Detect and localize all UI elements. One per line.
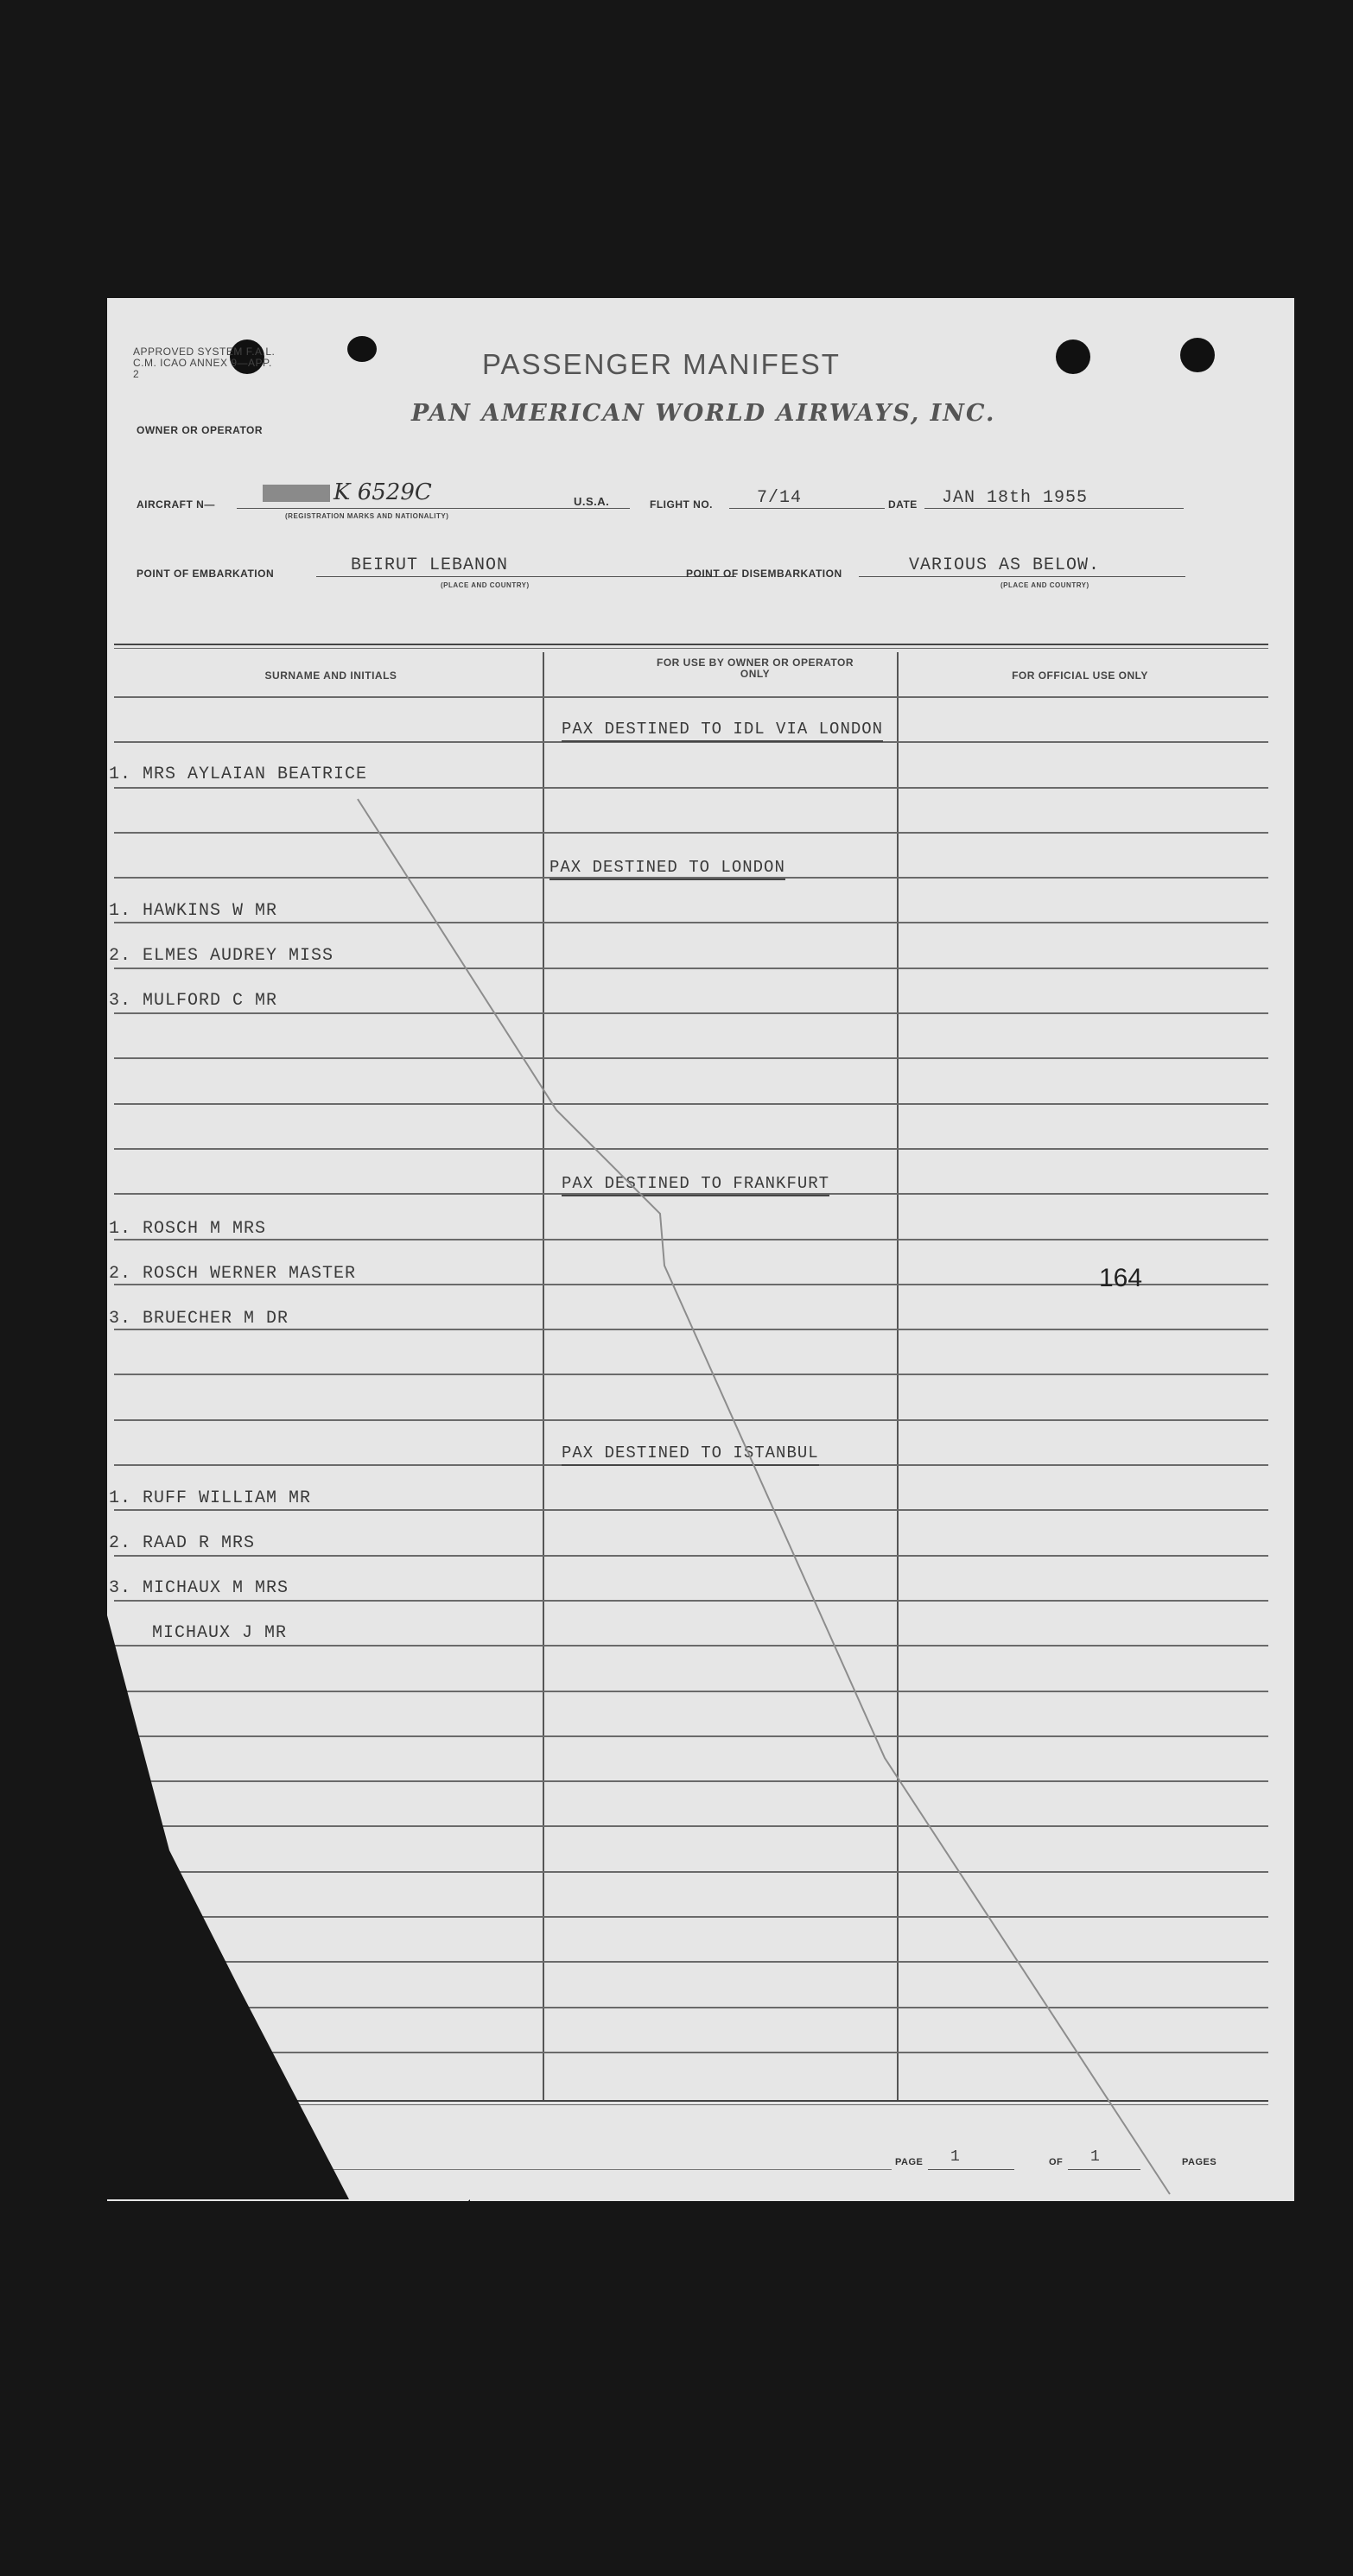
passenger-entry: MICHAUX J MR	[152, 1623, 288, 1643]
page-label: PAGE	[895, 2157, 924, 2167]
owner-value: PAN AMERICAN WORLD AIRWAYS, INC.	[411, 400, 996, 427]
official-mark: 164	[1099, 1264, 1143, 1292]
torn-corner	[107, 1615, 470, 2220]
pages-label: PAGES	[1182, 2157, 1217, 2167]
passenger-entry: 1. ROSCH M MRS	[109, 1219, 267, 1239]
passenger-entry: 2. ELMES AUDREY MISS	[109, 946, 334, 966]
disembarkation-label: POINT OF DISEMBARKATION	[686, 568, 842, 580]
aircraft-label: AIRCRAFT N—	[137, 498, 215, 511]
official-use-column-header: FOR OFFICIAL USE ONLY	[1012, 669, 1148, 682]
section-heading: PAX DESTINED TO ISTANBUL	[562, 1443, 819, 1462]
owner-label: OWNER OR OPERATOR	[137, 424, 264, 436]
passenger-entry: 1. HAWKINS W MR	[109, 901, 278, 921]
place-caption-2: (PLACE AND COUNTRY)	[1000, 581, 1089, 589]
section-heading: PAX DESTINED TO LONDON	[549, 858, 785, 877]
flight-value: 7/14	[757, 488, 803, 508]
passenger-entry: 1. RUFF WILLIAM MR	[109, 1488, 312, 1508]
date-value: JAN 18th 1955	[942, 488, 1089, 508]
passenger-entry: 1. MRS AYLAIAN BEATRICE	[109, 765, 368, 784]
page-value: 1	[950, 2148, 961, 2166]
owner-use-column-header: FOR USE BY OWNER OR OPERATOR ONLY	[656, 657, 854, 680]
section-heading: PAX DESTINED TO IDL VIA LONDON	[562, 720, 883, 739]
form-title: PASSENGER MANIFEST	[482, 348, 841, 380]
passenger-entry: 2. ROSCH WERNER MASTER	[109, 1264, 357, 1284]
approval-note: APPROVED SYSTEM F.A.L. C.M. ICAO ANNEX 9—APP. 2	[133, 346, 276, 380]
embarkation-value: BEIRUT LEBANON	[351, 555, 509, 575]
place-caption: (PLACE AND COUNTRY)	[441, 581, 530, 589]
aircraft-value: K 6529C	[333, 479, 432, 505]
disembarkation-value: VARIOUS AS BELOW.	[909, 555, 1101, 575]
passenger-entry: 2. RAAD R MRS	[109, 1533, 256, 1553]
flight-label: FLIGHT NO.	[650, 498, 713, 511]
date-label: DATE	[888, 498, 918, 511]
nationality-label: U.S.A.	[574, 495, 610, 508]
of-value: 1	[1090, 2148, 1101, 2166]
passenger-entry: 3. MULFORD C MR	[109, 991, 278, 1011]
section-heading: PAX DESTINED TO FRANKFURT	[562, 1174, 829, 1193]
passenger-entry: 3. BRUECHER M DR	[109, 1309, 289, 1329]
surname-column-header: SURNAME AND INITIALS	[264, 669, 397, 682]
passenger-entry: 3. MICHAUX M MRS	[109, 1578, 289, 1598]
registration-caption: (REGISTRATION MARKS AND NATIONALITY)	[285, 512, 449, 520]
of-label: OF	[1049, 2157, 1064, 2167]
embarkation-label: POINT OF EMBARKATION	[137, 568, 275, 580]
